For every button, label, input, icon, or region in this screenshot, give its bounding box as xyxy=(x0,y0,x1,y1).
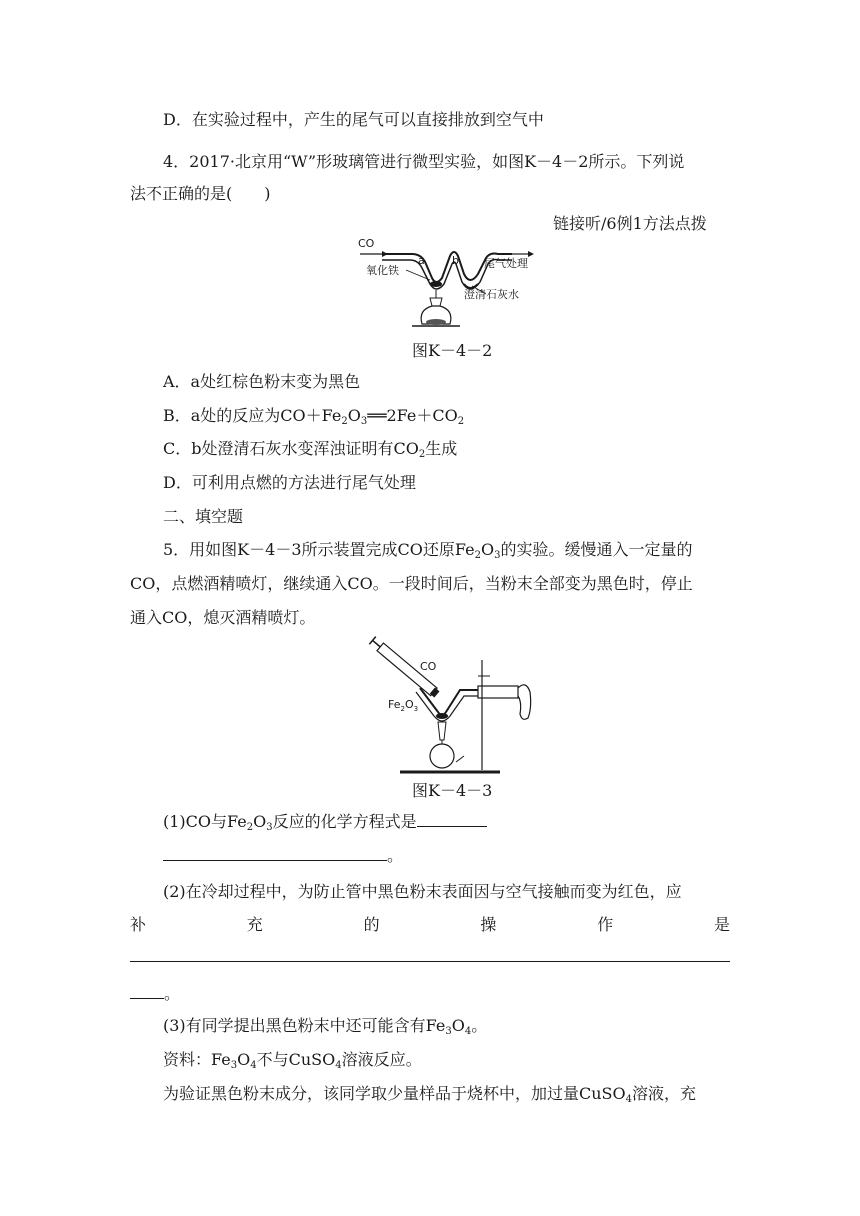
q5-part2-line2: 补 充 的 操 作 是 xyxy=(130,915,730,934)
q4-link-note: 链接听/6例1方法点拨 xyxy=(553,214,707,233)
label-fe2o3: 氧化铁 xyxy=(366,264,399,277)
w-tube-figure xyxy=(352,234,552,334)
section-title: 二、填空题 xyxy=(163,507,244,526)
figure-caption-k42: 图K－4－2 xyxy=(412,341,493,360)
answer-blank-1a[interactable] xyxy=(417,812,487,827)
q5-last-line: 为验证黑色粉末成分，该同学取少量样品于烧杯中，加过量CuSO$_4$溶液，充 xyxy=(163,1084,697,1105)
answer-blank-1b[interactable] xyxy=(163,846,387,861)
arrow-icon xyxy=(528,251,534,257)
balloon-icon xyxy=(518,685,531,720)
q5-line2: CO，点燃酒精喷灯，继续通入CO。一段时间后，当粉末全部变为黑色时，停止 xyxy=(130,574,693,593)
figure-caption-k43: 图K－4－3 xyxy=(412,781,493,800)
label-a: a xyxy=(418,254,425,267)
label-b: b xyxy=(452,254,459,267)
spirit-burner-icon xyxy=(430,744,454,768)
label-limewater: 澄清石灰水 xyxy=(464,288,519,301)
q4-option-c: C．b处澄清石灰水变浑浊证明有$CO_2$生成 xyxy=(163,439,458,460)
co-reduction-apparatus-figure xyxy=(360,630,540,780)
q3-option-d: D．在实验过程中，产生的尾气可以直接排放到空气中 xyxy=(163,110,544,129)
q4-stem-line1: 4．2017·北京用“W”形玻璃管进行微型实验，如图K－4－2所示。下列说 xyxy=(163,152,685,171)
label-exhaust: 尾气处理 xyxy=(484,257,528,270)
q5-part2-end: 。 xyxy=(130,984,180,1004)
q4-option-a: A．a处红棕色粉末变为黑色 xyxy=(163,372,361,391)
q5-part1-cont: 。 xyxy=(163,846,403,866)
q5-part1: (1)CO与$Fe_2O_3$反应的化学方程式是 xyxy=(163,812,487,838)
q5-info: 资料：$Fe_3O_4$不与CuSO$_4$溶液反应。 xyxy=(163,1050,422,1071)
q5-line1: 5．用如图K－4－3所示装置完成CO还原$Fe_2O_3$的实验。缓慢通入一定量的 xyxy=(163,540,693,561)
arrow-icon xyxy=(382,251,388,257)
answer-blank-2b[interactable] xyxy=(130,984,164,999)
powder-icon xyxy=(436,713,448,719)
q4-option-d: D．可利用点燃的方法进行尾气处理 xyxy=(163,473,416,492)
answer-blank-2a[interactable] xyxy=(130,961,730,962)
powder-icon xyxy=(430,281,442,287)
v-tube xyxy=(420,688,478,715)
q4-stem-line2: 法不正确的是( ) xyxy=(130,184,271,203)
label-fe2o3: $Fe_2O_3$ xyxy=(388,698,419,713)
q5-part3: (3)有同学提出黑色粉末中还可能含有$Fe_3O_4$。 xyxy=(163,1016,488,1037)
label-co: CO xyxy=(420,660,437,673)
q5-part2-line1: (2)在冷却过程中，为防止管中黑色粉末表面因与空气接触而变为红色，应 xyxy=(163,882,682,901)
q5-line3: 通入CO，熄灭酒精喷灯。 xyxy=(130,608,316,627)
q4-option-b: B．a处的反应为$CO+Fe_2O_3══2Fe+CO_2$ xyxy=(163,406,465,427)
label-co: CO xyxy=(358,237,375,250)
